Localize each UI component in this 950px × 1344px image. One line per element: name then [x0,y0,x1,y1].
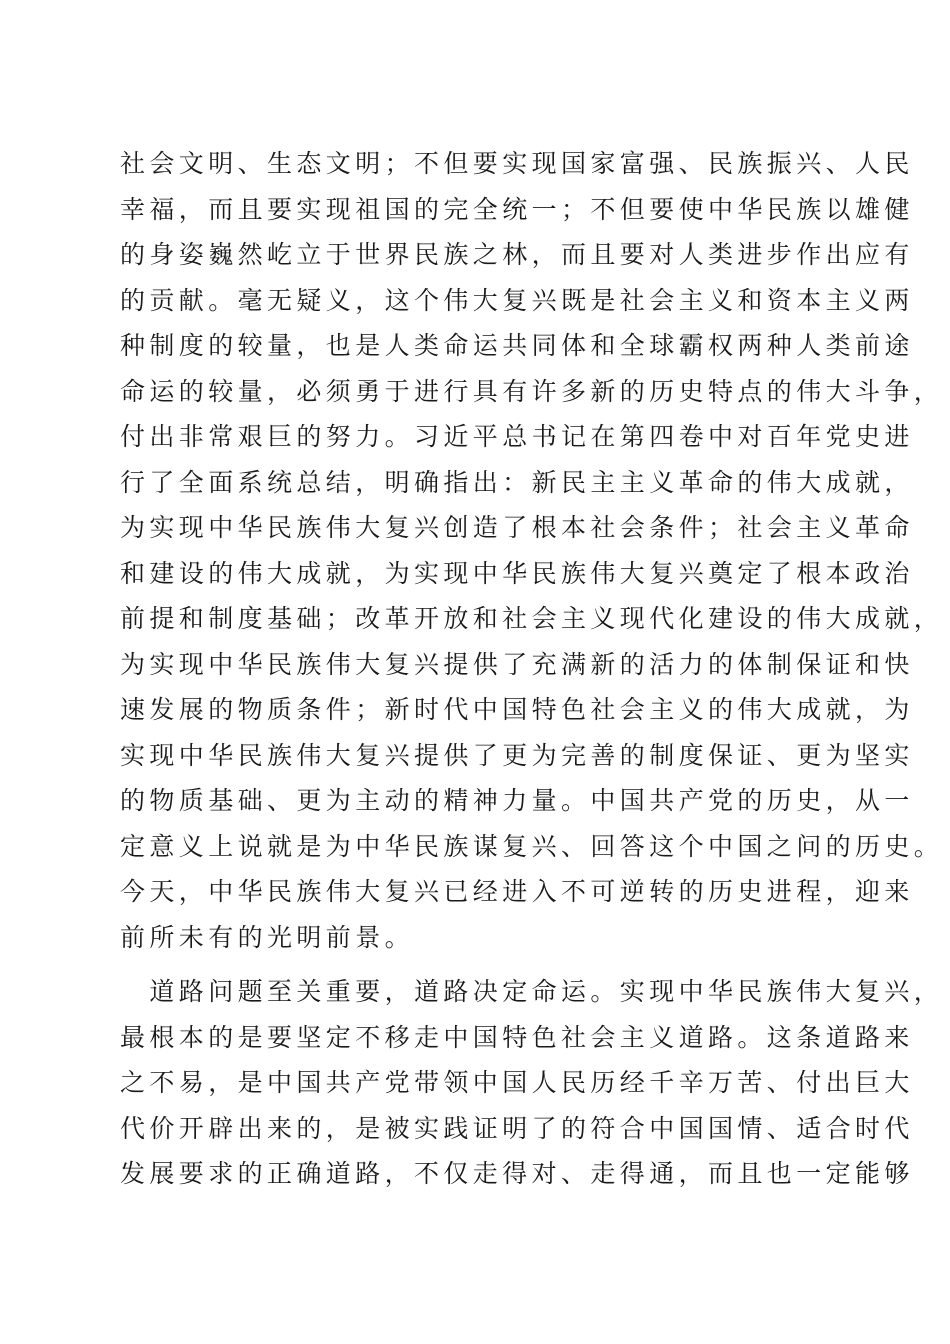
text-line: 道路问题至关重要，道路决定命运。实现中华民族伟大复兴， [120,977,944,1006]
text-line: 代价开辟出来的，是被实践证明了的符合中国国情、适合时代 [120,1113,914,1143]
text-line: 最根本的是要坚定不移走中国特色社会主义道路。这条道路来 [120,1022,914,1052]
text-line: 定意义上说就是为中华民族谋复兴、回答这个中国之问的历史。 [120,831,944,861]
text-line: 行了全面系统总结，明确指出：新民主主义革命的伟大成就， [120,467,914,497]
text-line: 实现中华民族伟大复兴提供了更为完善的制度保证、更为坚实 [120,740,914,770]
paragraph-1 [120,141,944,960]
text-line: 种制度的较量，也是人类命运共同体和全球霸权两种人类前途 [120,331,914,360]
text-line: 前提和制度基础；改革开放和社会主义现代化建设的伟大成就， [120,604,944,633]
text-line: 幸福，而且要实现祖国的完全统一；不但要使中华民族以雄健 [120,194,914,224]
text-line: 的身姿巍然屹立于世界民族之林，而且要对人类进步作出应有 [120,240,914,269]
text-line: 命运的较量，必须勇于进行具有许多新的历史特点的伟大斗争， [120,376,944,406]
text-line: 发展要求的正确道路，不仅走得对、走得通，而且也一定能够 [120,1159,914,1188]
text-line: 前所未有的光明前景。 [120,922,415,952]
text-line: 付出非常艰巨的努力。习近平总书记在第四卷中对百年党史进 [120,422,914,451]
text-line: 的物质基础、更为主动的精神力量。中国共产党的历史，从一 [120,786,914,815]
paragraph-spacing [120,960,850,969]
text-line: 和建设的伟大成就，为实现中华民族伟大复兴奠定了根本政治 [120,558,914,588]
paragraph-2 [120,969,944,1197]
text-line: 今天，中华民族伟大复兴已经进入不可逆转的历史进程，迎来 [120,877,914,906]
text-line: 的贡献。毫无疑义，这个伟大复兴既是社会主义和资本主义两 [120,285,914,315]
text-line: 社会文明、生态文明；不但要实现国家富强、民族振兴、人民 [120,149,914,178]
text-line: 之不易，是中国共产党带领中国人民历经千辛万苦、付出巨大 [120,1068,914,1097]
body-text [120,141,944,1197]
text-line: 为实现中华民族伟大复兴创造了根本社会条件；社会主义革命 [120,513,914,542]
text-line: 速发展的物质条件；新时代中国特色社会主义的伟大成就，为 [120,695,914,724]
text-line: 为实现中华民族伟大复兴提供了充满新的活力的体制保证和快 [120,649,914,679]
